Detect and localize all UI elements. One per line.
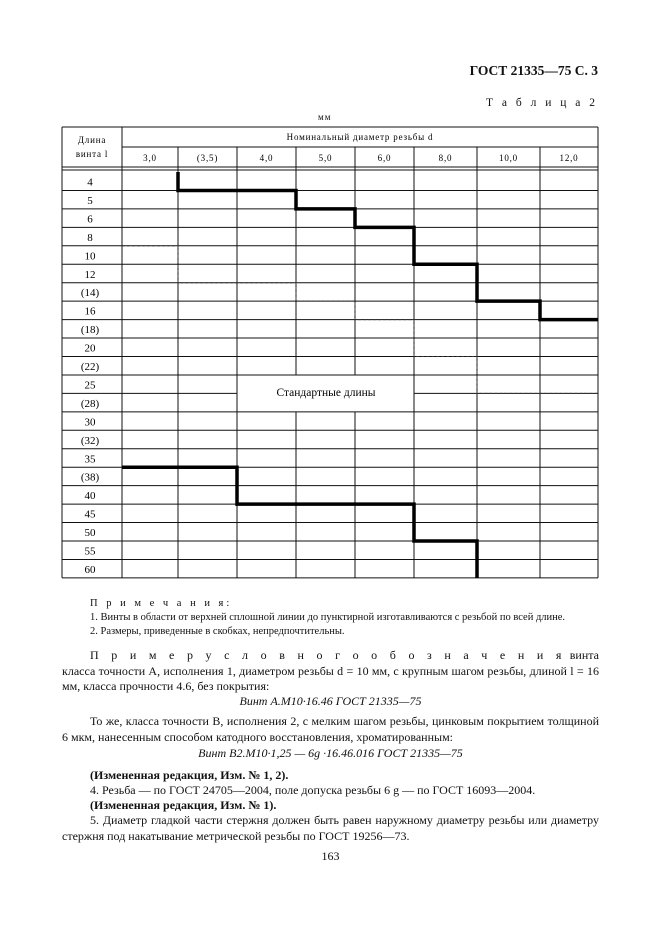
column-group-header: Номинальный диаметр резьбы d (286, 132, 434, 142)
column-header: 12,0 (559, 153, 579, 163)
row-header-line1: Длина (77, 135, 107, 145)
row-label: (14) (80, 287, 100, 300)
note-2: 2. Размеры, приведенные в скобках, непредпочтительны. (90, 626, 345, 637)
column-header: 5,0 (318, 153, 333, 163)
units-label: мм (318, 112, 332, 122)
amendment-note-2: (Измененная редакция, Изм. № 1). (90, 798, 277, 812)
note-1: 1. Винты в области от верхней сплошной линии до пунктирной изготавливаются с резьбой по всей длине. (90, 612, 566, 623)
column-header: 6,0 (377, 153, 392, 163)
table-grid-lines (62, 127, 598, 578)
row-label: 5 (87, 194, 93, 207)
row-label: 4 (87, 176, 93, 189)
example2-paragraph: То же, класса точности В, исполнения 2, с мелким шагом резьбы, цинковым покрытием толщиной 6 мкм, нанесенным способом катодного восстановления, хроматированным: (62, 714, 599, 744)
example1-text: винта класса точности А, исполнения 1, диаметром резьбы d = 10 мм, с крупным шагом резьбы, длиной l = 16 мм, класса прочности 4.6, без покрытия: (62, 648, 599, 693)
item-4: 4. Резьба — по ГОСТ 24705—2004, поле допуска резьбы 6 g — по ГОСТ 16093—2004. (90, 783, 536, 797)
example1-designation: Винт А.М10·16.46 ГОСТ 21335—75 (239, 694, 422, 708)
item-5: 5. Диаметр гладкой части стержня должен быть равен наружному диаметру резьбы или диаметру стержня под накатывание метрической резьбы по ГОСТ 19256—73. (62, 813, 599, 843)
row-label: 40 (84, 490, 96, 503)
row-label: 35 (84, 453, 96, 466)
example2-designation: Винт В2.М10·1,25 — 6g ·16.46.016 ГОСТ 21335—75 (198, 746, 463, 760)
row-label: 8 (87, 231, 93, 244)
row-label: 30 (84, 416, 96, 429)
row-label: 6 (87, 213, 93, 226)
notes (90, 597, 565, 639)
row-label: 12 (84, 268, 96, 281)
amendment-note-1: (Измененная редакция, Изм. № 1, 2). (90, 768, 289, 782)
column-header: 4,0 (259, 153, 274, 163)
row-label: 20 (84, 342, 96, 355)
row-label: 25 (84, 379, 96, 392)
row-label: 55 (84, 545, 96, 558)
column-header: 10,0 (499, 153, 518, 163)
table-label: Т а б л и ц а 2 (485, 97, 598, 109)
example1-lead: П р и м е р у с л о в н о г о о б о з н а ч е н и я (90, 648, 566, 662)
column-header: 8,0 (438, 153, 453, 163)
row-label: (28) (80, 397, 100, 410)
row-label: 60 (84, 563, 96, 576)
example1-paragraph (62, 648, 599, 695)
notes-title: П р и м е ч а н и я: (90, 598, 233, 609)
row-label: (38) (80, 471, 100, 484)
page-number: 163 (321, 849, 340, 863)
row-label: (18) (80, 324, 100, 337)
column-header: 3,0 (143, 153, 157, 163)
column-header: (3,5) (196, 153, 219, 163)
standard-lengths-label: Стандартные длины (276, 387, 376, 399)
row-label: 45 (84, 508, 96, 521)
row-header-line2: винта l (75, 149, 109, 159)
row-label: 10 (84, 250, 96, 263)
page-header: ГОСТ 21335—75 С. 3 (469, 63, 598, 78)
row-label: 50 (84, 527, 96, 540)
row-label: 16 (84, 305, 96, 318)
row-label: (22) (80, 361, 100, 373)
row-label: (32) (80, 434, 100, 447)
